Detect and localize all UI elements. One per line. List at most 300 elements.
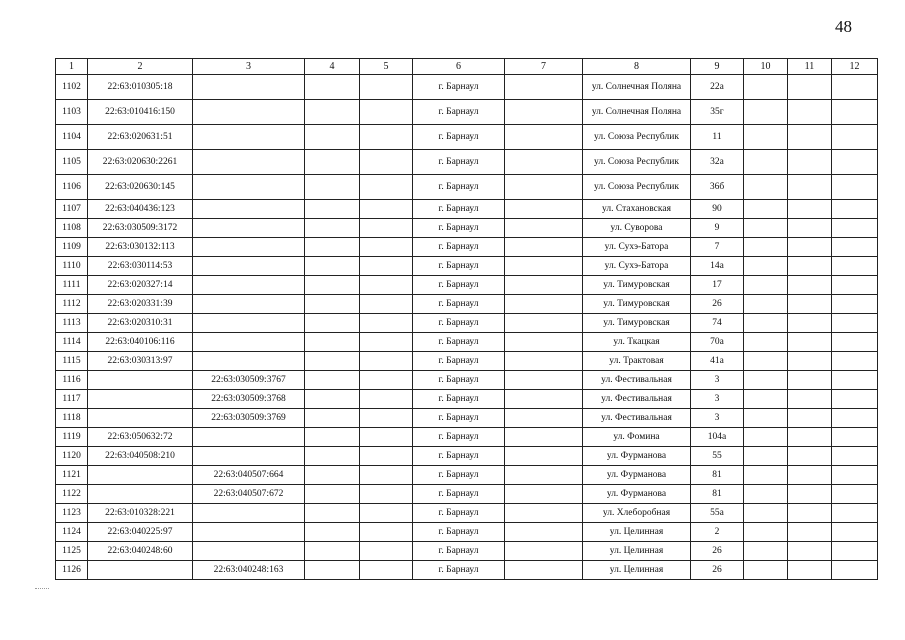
empty-cell [305, 333, 360, 352]
table-body [56, 75, 878, 580]
row-number-cell: 1122 [56, 485, 88, 504]
empty-cell [505, 485, 583, 504]
table-row [56, 447, 878, 466]
empty-cell [744, 333, 788, 352]
cadastral-number-cell: 22:63:040508:210 [88, 447, 193, 466]
empty-cell [305, 371, 360, 390]
cadastral-number-cell: 22:63:040225:97 [88, 523, 193, 542]
row-number-cell: 1106 [56, 175, 88, 200]
empty-cell [788, 333, 832, 352]
empty-cell [744, 238, 788, 257]
city-cell: г. Барнаул [413, 238, 505, 257]
cadastral-number-alt-cell [193, 314, 305, 333]
cadastral-number-cell [88, 371, 193, 390]
empty-cell [788, 561, 832, 580]
cadastral-number-alt-cell: 22:63:030509:3769 [193, 409, 305, 428]
cadastral-number-cell [88, 390, 193, 409]
house-number-cell: 32а [691, 150, 744, 175]
table-row [56, 561, 878, 580]
empty-cell [305, 295, 360, 314]
empty-cell [360, 390, 413, 409]
empty-cell [305, 75, 360, 100]
cadastral-number-cell: 22:63:020310:31 [88, 314, 193, 333]
empty-cell [744, 100, 788, 125]
empty-cell [832, 276, 878, 295]
row-number-cell: 1117 [56, 390, 88, 409]
house-number-cell: 3 [691, 409, 744, 428]
column-header: 5 [360, 59, 413, 75]
empty-cell [744, 561, 788, 580]
empty-cell [305, 219, 360, 238]
empty-cell [788, 390, 832, 409]
cadastral-number-cell [88, 409, 193, 428]
house-number-cell: 22а [691, 75, 744, 100]
street-cell: ул. Фурманова [583, 447, 691, 466]
empty-cell [744, 125, 788, 150]
column-header: 10 [744, 59, 788, 75]
column-header: 1 [56, 59, 88, 75]
column-header: 9 [691, 59, 744, 75]
house-number-cell: 36б [691, 175, 744, 200]
city-cell: г. Барнаул [413, 352, 505, 371]
empty-cell [832, 125, 878, 150]
property-table [55, 58, 878, 580]
house-number-cell: 74 [691, 314, 744, 333]
house-number-cell: 81 [691, 466, 744, 485]
empty-cell [505, 352, 583, 371]
street-cell: ул. Союза Республик [583, 175, 691, 200]
city-cell: г. Барнаул [413, 447, 505, 466]
column-header: 12 [832, 59, 878, 75]
row-number-cell: 1110 [56, 257, 88, 276]
empty-cell [360, 175, 413, 200]
empty-cell [505, 295, 583, 314]
row-number-cell: 1121 [56, 466, 88, 485]
empty-cell [305, 314, 360, 333]
street-cell: ул. Фестивальная [583, 409, 691, 428]
empty-cell [788, 504, 832, 523]
cadastral-number-cell [88, 561, 193, 580]
cadastral-number-cell: 22:63:040436:123 [88, 200, 193, 219]
table-row [56, 333, 878, 352]
cadastral-number-alt-cell [193, 333, 305, 352]
house-number-cell: 26 [691, 542, 744, 561]
row-number-cell: 1115 [56, 352, 88, 371]
empty-cell [788, 371, 832, 390]
cadastral-number-alt-cell [193, 200, 305, 219]
cadastral-number-alt-cell [193, 523, 305, 542]
empty-cell [305, 428, 360, 447]
street-cell: ул. Трактовая [583, 352, 691, 371]
empty-cell [305, 485, 360, 504]
empty-cell [744, 175, 788, 200]
cadastral-number-alt-cell [193, 428, 305, 447]
empty-cell [360, 428, 413, 447]
row-number-cell: 1103 [56, 100, 88, 125]
column-header: 2 [88, 59, 193, 75]
empty-cell [788, 295, 832, 314]
street-cell: ул. Фестивальная [583, 371, 691, 390]
table-row [56, 125, 878, 150]
empty-cell [744, 314, 788, 333]
city-cell: г. Барнаул [413, 409, 505, 428]
table-row [56, 276, 878, 295]
empty-cell [832, 409, 878, 428]
street-cell: ул. Фомина [583, 428, 691, 447]
house-number-cell: 3 [691, 390, 744, 409]
empty-cell [505, 238, 583, 257]
empty-cell [744, 276, 788, 295]
house-number-cell: 90 [691, 200, 744, 219]
empty-cell [788, 314, 832, 333]
house-number-cell: 26 [691, 295, 744, 314]
cadastral-number-alt-cell: 22:63:030509:3767 [193, 371, 305, 390]
street-cell: ул. Целинная [583, 542, 691, 561]
empty-cell [744, 352, 788, 371]
cadastral-number-alt-cell: 22:63:040507:672 [193, 485, 305, 504]
city-cell: г. Барнаул [413, 561, 505, 580]
cadastral-number-cell: 22:63:030114:53 [88, 257, 193, 276]
empty-cell [744, 257, 788, 276]
empty-cell [360, 466, 413, 485]
column-header: 11 [788, 59, 832, 75]
street-cell: ул. Тимуровская [583, 295, 691, 314]
cadastral-number-alt-cell [193, 257, 305, 276]
city-cell: г. Барнаул [413, 175, 505, 200]
table-row [56, 200, 878, 219]
city-cell: г. Барнаул [413, 485, 505, 504]
row-number-cell: 1114 [56, 333, 88, 352]
city-cell: г. Барнаул [413, 257, 505, 276]
street-cell: ул. Солнечная Поляна [583, 75, 691, 100]
street-cell: ул. Фурманова [583, 485, 691, 504]
house-number-cell: 70а [691, 333, 744, 352]
empty-cell [832, 542, 878, 561]
street-cell: ул. Тимуровская [583, 276, 691, 295]
house-number-cell: 41а [691, 352, 744, 371]
table-row [56, 75, 878, 100]
row-number-cell: 1104 [56, 125, 88, 150]
empty-cell [744, 409, 788, 428]
empty-cell [505, 428, 583, 447]
empty-cell [744, 75, 788, 100]
empty-cell [305, 466, 360, 485]
cadastral-number-alt-cell [193, 219, 305, 238]
cadastral-number-alt-cell [193, 238, 305, 257]
table-row [56, 428, 878, 447]
cadastral-number-alt-cell [193, 447, 305, 466]
empty-cell [832, 100, 878, 125]
cadastral-number-alt-cell [193, 150, 305, 175]
cadastral-number-cell: 22:63:020631:51 [88, 125, 193, 150]
empty-cell [788, 276, 832, 295]
empty-cell [360, 200, 413, 219]
city-cell: г. Барнаул [413, 150, 505, 175]
city-cell: г. Барнаул [413, 504, 505, 523]
empty-cell [788, 238, 832, 257]
empty-cell [360, 409, 413, 428]
empty-cell [788, 542, 832, 561]
empty-cell [360, 314, 413, 333]
row-number-cell: 1109 [56, 238, 88, 257]
street-cell: ул. Союза Республик [583, 125, 691, 150]
street-cell: ул. Ткацкая [583, 333, 691, 352]
table-row [56, 542, 878, 561]
empty-cell [305, 200, 360, 219]
cadastral-number-alt-cell [193, 75, 305, 100]
house-number-cell: 14а [691, 257, 744, 276]
empty-cell [360, 561, 413, 580]
empty-cell [832, 428, 878, 447]
empty-cell [360, 447, 413, 466]
cadastral-number-alt-cell [193, 542, 305, 561]
empty-cell [832, 466, 878, 485]
row-number-cell: 1111 [56, 276, 88, 295]
empty-cell [505, 219, 583, 238]
empty-cell [505, 150, 583, 175]
empty-cell [505, 390, 583, 409]
row-number-cell: 1124 [56, 523, 88, 542]
empty-cell [360, 504, 413, 523]
house-number-cell: 2 [691, 523, 744, 542]
empty-cell [360, 150, 413, 175]
empty-cell [360, 352, 413, 371]
table-row [56, 390, 878, 409]
house-number-cell: 26 [691, 561, 744, 580]
table-row [56, 409, 878, 428]
column-header: 6 [413, 59, 505, 75]
column-header: 3 [193, 59, 305, 75]
city-cell: г. Барнаул [413, 276, 505, 295]
header-row [56, 59, 878, 75]
table-row [56, 150, 878, 175]
empty-cell [360, 523, 413, 542]
empty-cell [744, 466, 788, 485]
cadastral-number-cell: 22:63:040248:60 [88, 542, 193, 561]
city-cell: г. Барнаул [413, 295, 505, 314]
cadastral-number-alt-cell [193, 175, 305, 200]
empty-cell [305, 175, 360, 200]
street-cell: ул. Союза Республик [583, 150, 691, 175]
empty-cell [360, 219, 413, 238]
cadastral-number-cell: 22:63:010416:150 [88, 100, 193, 125]
row-number-cell: 1102 [56, 75, 88, 100]
empty-cell [505, 333, 583, 352]
street-cell: ул. Хлеборобная [583, 504, 691, 523]
house-number-cell: 55а [691, 504, 744, 523]
empty-cell [505, 200, 583, 219]
table-row [56, 295, 878, 314]
empty-cell [788, 175, 832, 200]
street-cell: ул. Тимуровская [583, 314, 691, 333]
cadastral-number-cell: 22:63:050632:72 [88, 428, 193, 447]
row-number-cell: 1113 [56, 314, 88, 333]
empty-cell [788, 75, 832, 100]
page-number: 48 [835, 17, 852, 36]
empty-cell [832, 371, 878, 390]
empty-cell [305, 125, 360, 150]
cadastral-number-cell: 22:63:040106:116 [88, 333, 193, 352]
row-number-cell: 1105 [56, 150, 88, 175]
empty-cell [832, 219, 878, 238]
street-cell: ул. Сухэ-Батора [583, 257, 691, 276]
cadastral-number-cell [88, 466, 193, 485]
empty-cell [305, 100, 360, 125]
city-cell: г. Барнаул [413, 200, 505, 219]
empty-cell [305, 523, 360, 542]
table-row [56, 175, 878, 200]
empty-cell [744, 504, 788, 523]
city-cell: г. Барнаул [413, 523, 505, 542]
empty-cell [360, 542, 413, 561]
empty-cell [832, 238, 878, 257]
empty-cell [505, 523, 583, 542]
cadastral-number-alt-cell [193, 276, 305, 295]
cadastral-number-cell: 22:63:020630:145 [88, 175, 193, 200]
row-number-cell: 1120 [56, 447, 88, 466]
city-cell: г. Барнаул [413, 428, 505, 447]
empty-cell [360, 75, 413, 100]
empty-cell [832, 175, 878, 200]
house-number-cell: 11 [691, 125, 744, 150]
empty-cell [744, 200, 788, 219]
empty-cell [744, 447, 788, 466]
empty-cell [832, 314, 878, 333]
street-cell: ул. Целинная [583, 523, 691, 542]
row-number-cell: 1126 [56, 561, 88, 580]
empty-cell [305, 504, 360, 523]
empty-cell [832, 447, 878, 466]
cadastral-number-alt-cell: 22:63:030509:3768 [193, 390, 305, 409]
empty-cell [360, 125, 413, 150]
table-row [56, 371, 878, 390]
city-cell: г. Барнаул [413, 314, 505, 333]
empty-cell [832, 333, 878, 352]
empty-cell [788, 257, 832, 276]
empty-cell [744, 542, 788, 561]
city-cell: г. Барнаул [413, 125, 505, 150]
house-number-cell: 9 [691, 219, 744, 238]
city-cell: г. Барнаул [413, 390, 505, 409]
column-header: 4 [305, 59, 360, 75]
empty-cell [305, 150, 360, 175]
cadastral-number-alt-cell [193, 504, 305, 523]
cadastral-number-cell: 22:63:020327:14 [88, 276, 193, 295]
cadastral-number-alt-cell: 22:63:040507:664 [193, 466, 305, 485]
house-number-cell: 3 [691, 371, 744, 390]
empty-cell [505, 257, 583, 276]
cadastral-number-cell: 22:63:030313:97 [88, 352, 193, 371]
empty-cell [744, 523, 788, 542]
empty-cell [360, 485, 413, 504]
row-number-cell: 1118 [56, 409, 88, 428]
house-number-cell: 81 [691, 485, 744, 504]
house-number-cell: 17 [691, 276, 744, 295]
empty-cell [505, 409, 583, 428]
empty-cell [505, 466, 583, 485]
empty-cell [744, 150, 788, 175]
empty-cell [788, 523, 832, 542]
street-cell: ул. Суворова [583, 219, 691, 238]
scan-mark [35, 588, 49, 589]
cadastral-number-alt-cell [193, 352, 305, 371]
house-number-cell: 35г [691, 100, 744, 125]
city-cell: г. Барнаул [413, 219, 505, 238]
empty-cell [305, 390, 360, 409]
cadastral-number-alt-cell [193, 125, 305, 150]
empty-cell [788, 219, 832, 238]
empty-cell [788, 409, 832, 428]
empty-cell [505, 561, 583, 580]
row-number-cell: 1108 [56, 219, 88, 238]
empty-cell [305, 447, 360, 466]
empty-cell [305, 352, 360, 371]
empty-cell [788, 466, 832, 485]
empty-cell [360, 100, 413, 125]
city-cell: г. Барнаул [413, 542, 505, 561]
empty-cell [744, 295, 788, 314]
empty-cell [744, 428, 788, 447]
column-header: 7 [505, 59, 583, 75]
empty-cell [305, 409, 360, 428]
empty-cell [305, 238, 360, 257]
empty-cell [305, 276, 360, 295]
empty-cell [505, 175, 583, 200]
cadastral-number-cell: 22:63:030132:113 [88, 238, 193, 257]
empty-cell [832, 561, 878, 580]
empty-cell [505, 542, 583, 561]
empty-cell [505, 125, 583, 150]
empty-cell [788, 200, 832, 219]
table-row [56, 352, 878, 371]
empty-cell [832, 390, 878, 409]
cadastral-number-cell: 22:63:020331:39 [88, 295, 193, 314]
row-number-cell: 1107 [56, 200, 88, 219]
cadastral-number-alt-cell [193, 100, 305, 125]
cadastral-number-cell: 22:63:010328:221 [88, 504, 193, 523]
table-row [56, 100, 878, 125]
table-row [56, 523, 878, 542]
city-cell: г. Барнаул [413, 75, 505, 100]
empty-cell [744, 371, 788, 390]
empty-cell [305, 257, 360, 276]
empty-cell [505, 314, 583, 333]
empty-cell [744, 219, 788, 238]
row-number-cell: 1119 [56, 428, 88, 447]
cadastral-number-cell: 22:63:010305:18 [88, 75, 193, 100]
cadastral-number-cell [88, 485, 193, 504]
row-number-cell: 1125 [56, 542, 88, 561]
empty-cell [505, 75, 583, 100]
house-number-cell: 104а [691, 428, 744, 447]
empty-cell [788, 352, 832, 371]
table-row [56, 485, 878, 504]
empty-cell [832, 352, 878, 371]
column-header: 8 [583, 59, 691, 75]
row-number-cell: 1112 [56, 295, 88, 314]
empty-cell [832, 523, 878, 542]
empty-cell [832, 504, 878, 523]
street-cell: ул. Фестивальная [583, 390, 691, 409]
house-number-cell: 55 [691, 447, 744, 466]
table-row [56, 504, 878, 523]
table-row [56, 314, 878, 333]
city-cell: г. Барнаул [413, 333, 505, 352]
empty-cell [788, 125, 832, 150]
table-row [56, 257, 878, 276]
empty-cell [832, 257, 878, 276]
empty-cell [305, 542, 360, 561]
